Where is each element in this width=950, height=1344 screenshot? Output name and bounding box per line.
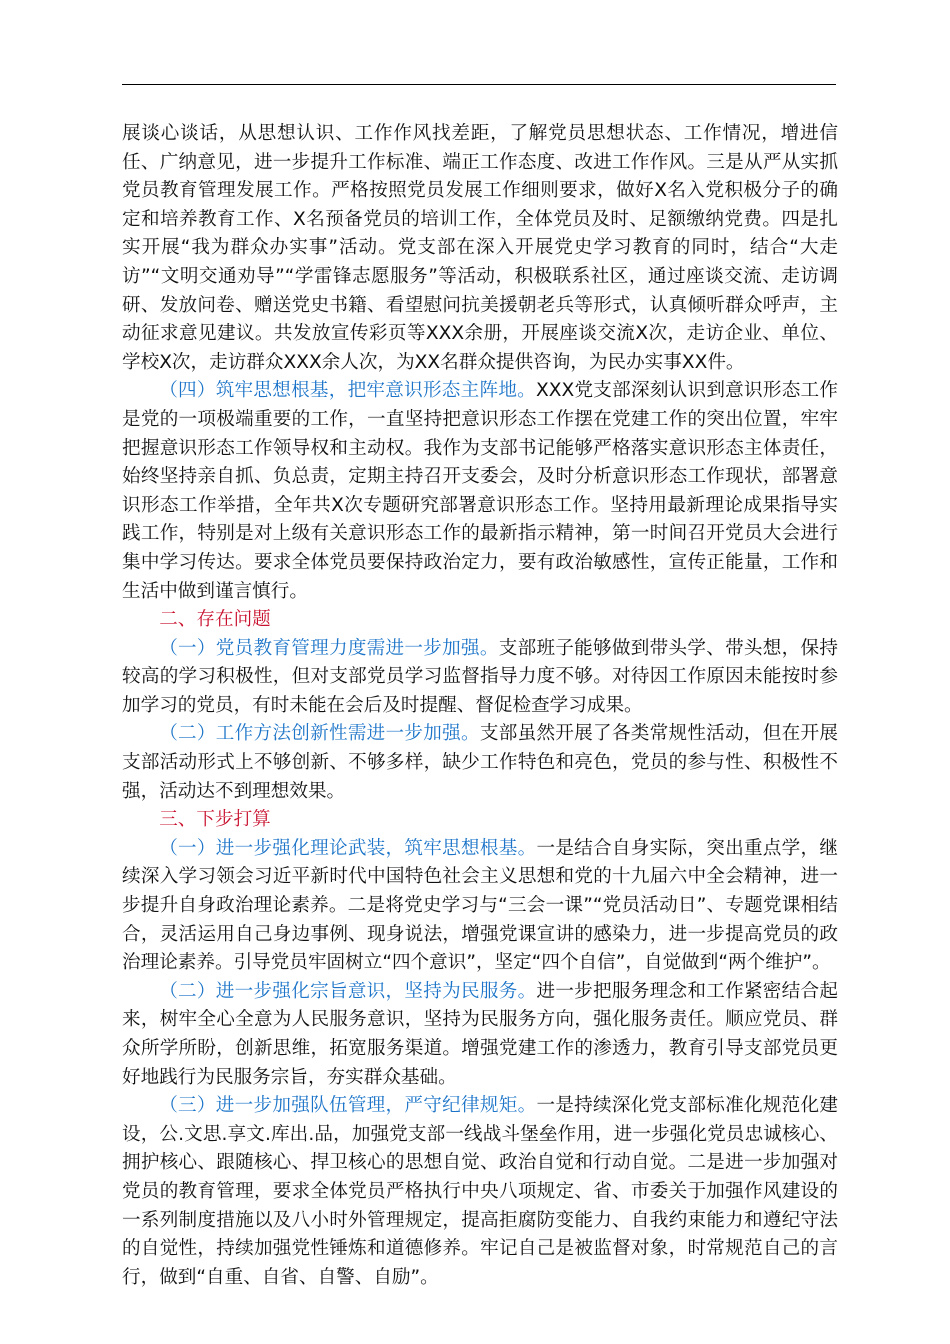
paragraph-lead: （三）进一步加强队伍管理，严守纪律规矩。 [159, 1095, 537, 1117]
section-heading-problems: 二、存在问题 [159, 609, 271, 631]
paragraph-lead: （一）党员教育管理力度需进一步加强。 [159, 637, 499, 659]
paragraph-plan-2 [122, 978, 838, 1092]
paragraph-body: 一是持续深化党支部标准化规范化建设，公.文思.享文.库出.品，加强党支部一线战斗堡垒作用，进一步强化党员忠诚核心、拥护核心、跟随核心、捍卫核心的思想自觉、政治自觉和行动自觉。二是进一步加强对党员的教育管理，要求全体党员严格执行中央八项规定、省、市委关于加强作风建设的一系列制度措施以及八小时外管理规定，提高拒腐防变能力、自我约束能力和遵纪守法的自觉性，持续加强党性锤炼和道德修养。牢记自己是被监督对象，时常规范自己的言行，做到“自重、自省、自警、自励”。 [122, 1095, 838, 1288]
paragraph-lead: （一）进一步强化理论武装，筑牢思想根基。 [159, 837, 537, 859]
paragraph-problem-1 [122, 635, 838, 721]
paragraph-plan-1 [122, 835, 838, 978]
paragraph-body: 一是结合自身实际，突出重点学，继续深入学习领会习近平新时代中国特色社会主义思想和党的十九届六中全会精神，进一步提升自身政治理论素养。二是将党史学习与“三会一课”“党员活动日”、专题党课相结合，灵活运用自己身边事例、现身说法，增强党课宣讲的感染力，进一步提高党员的政治理论素养。引导党员牢固树立“四个意识”，坚定“四个自信”，自觉做到“两个维护”。 [122, 837, 838, 974]
paragraph-body: XXX党支部深刻认识到意识形态工作是党的一项极端重要的工作，一直坚持把意识形态工作摆在党建工作的突出位置，牢牢把握意识形态工作领导权和主动权。我作为支部书记能够严格落实意识形态主体责任，始终坚持亲自抓、负总责，定期主持召开支委会，及时分析意识形态工作现状，部署意识形态工作举措，全年共X次专题研究部署意识形态工作。坚持用最新理论成果指导实践工作，特别是对上级有关意识形态工作的最新指示精神，第一时间召开党员大会进行集中学习传达。要求全体党员要保持政治定力，要有政治敏感性，宣传正能量，工作和生活中做到谨言慎行。 [122, 380, 838, 602]
paragraph-body: 支部班子能够做到带头学、带头想，保持较高的学习积极性，但对支部党员学习监督指导力度不够。对待因工作原因未能按时参加学习的党员，有时未能在会后及时提醒、督促检查学习成果。 [122, 637, 838, 716]
paragraph-body: 支部虽然开展了各类常规性活动，但在开展支部活动形式上不够创新、不够多样，缺少工作特色和亮色，党员的参与性、积极性不强，活动达不到理想效果。 [122, 723, 838, 802]
paragraph-ideology [122, 377, 838, 606]
paragraph-problem-2 [122, 720, 838, 806]
document-body [122, 120, 838, 1292]
paragraph-continuation [122, 120, 838, 377]
header-rule [122, 84, 836, 85]
paragraph-body: 进一步把服务理念和工作紧密结合起来，树牢全心全意为人民服务意识，坚持为民服务方向，强化服务责任。顺应党员、群众所学所盼，创新思维，拓宽服务渠道。增强党建工作的渗透力，教育引导支部党员更好地践行为民服务宗旨，夯实群众基础。 [122, 980, 838, 1088]
paragraph-lead: （二）进一步强化宗旨意识，坚持为民服务。 [159, 980, 537, 1002]
section-heading-next-steps: 三、下步打算 [159, 809, 271, 831]
paragraph-body: 展谈心谈话，从思想认识、工作作风找差距，了解党员思想状态、工作情况，增进信任、广纳意见，进一步提升工作标准、端正工作态度、改进工作作风。三是从严从实抓党员教育管理发展工作。严格按照党员发展工作细则要求，做好X名入党积极分子的确定和培养教育工作、X名预备党员的培训工作，全体党员及时、足额缴纳党费。四是扎实开展“我为群众办实事”活动。党支部在深入开展党史学习教育的同时，结合“大走访”“文明交通劝导”“学雷锋志愿服务”等活动，积极联系社区，通过座谈交流、走访调研、发放问卷、赠送党史书籍、看望慰问抗美援朝老兵等形式，认真倾听群众呼声，主动征求意见建议。共发放宣传彩页等XXX余册，开展座谈交流X次，走访企业、单位、学校X次，走访群众XXX余人次，为XX名群众提供咨询，为民办实事XX件。 [122, 123, 838, 373]
paragraph-plan-3 [122, 1092, 838, 1292]
paragraph-lead: （四）筑牢思想根基，把牢意识形态主阵地。 [159, 380, 536, 402]
paragraph-lead: （二）工作方法创新性需进一步加强。 [159, 723, 480, 745]
